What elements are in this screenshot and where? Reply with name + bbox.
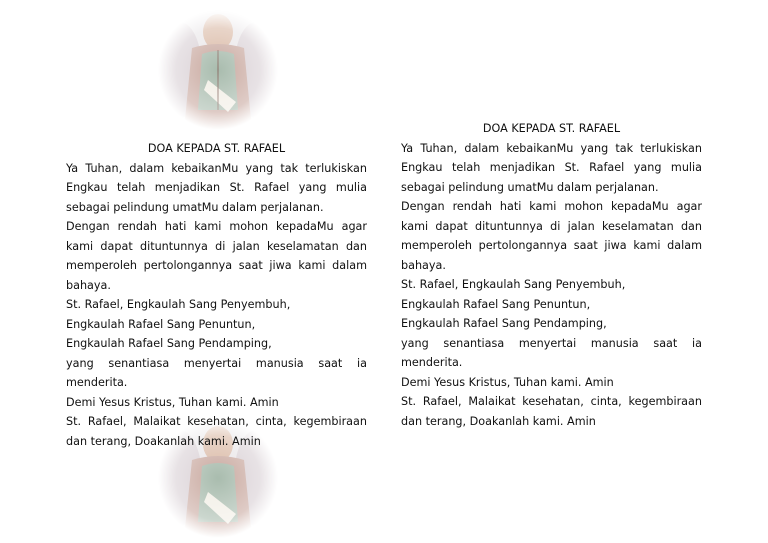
prayer-paragraph: Dengan rendah hati kami mohon kepadaMu agar kami dapat dituntunnya di jalan keselamatan dan memperoleh pertolongannya saat jiwa kami dalam bahaya. [66,220,367,292]
prayer-line: St. Rafael, Engkaulah Sang Penyembuh, [401,278,626,291]
prayer-left [66,139,367,451]
prayer-line: Demi Yesus Kristus, Tuhan kami. Amin [401,375,614,389]
prayer-paragraph: yang senantiasa menyertai manusia saat ia menderita. [66,356,367,389]
prayer-title: DOA KEPADA ST. RAFAEL [482,122,621,135]
prayer-line: Engkaulah Rafael Sang Pendamping, [401,317,607,330]
prayer-line: Engkaulah Rafael Sang Pendamping, [66,337,272,350]
st-rafael-image-top [158,10,278,130]
prayer-paragraph: St. Rafael, Malaikat kesehatan, cinta, kegembiraan dan terang, Doakanlah kami. Amin [66,415,367,448]
prayer-paragraph: yang senantiasa menyertai manusia saat ia menderita. [401,336,702,369]
prayer-paragraph: Dengan rendah hati kami mohon kepadaMu agar kami dapat dituntunnya di jalan keselamatan dan memperoleh pertolongannya saat jiwa kami dalam bahaya. [401,200,702,272]
prayer-paragraph: St. Rafael, Malaikat kesehatan, cinta, kegembiraan dan terang, Doakanlah kami. Amin [401,395,702,428]
prayer-paragraph: Ya Tuhan, dalam kebaikanMu yang tak terlukiskan Engkau telah menjadikan St. Rafael yang mulia sebagai pelindung umatMu dalam perjalanan. [66,161,367,214]
prayer-right [401,119,702,431]
prayer-line: Demi Yesus Kristus, Tuhan kami. Amin [66,395,279,409]
prayer-line: Engkaulah Rafael Sang Penuntun, [401,297,591,311]
prayer-line: Engkaulah Rafael Sang Penuntun, [66,317,256,331]
prayer-title: DOA KEPADA ST. RAFAEL [147,142,286,155]
prayer-line: St. Rafael, Engkaulah Sang Penyembuh, [66,298,291,311]
prayer-paragraph: Ya Tuhan, dalam kebaikanMu yang tak terlukiskan Engkau telah menjadikan St. Rafael yang mulia sebagai pelindung umatMu dalam perjalanan. [401,141,702,194]
